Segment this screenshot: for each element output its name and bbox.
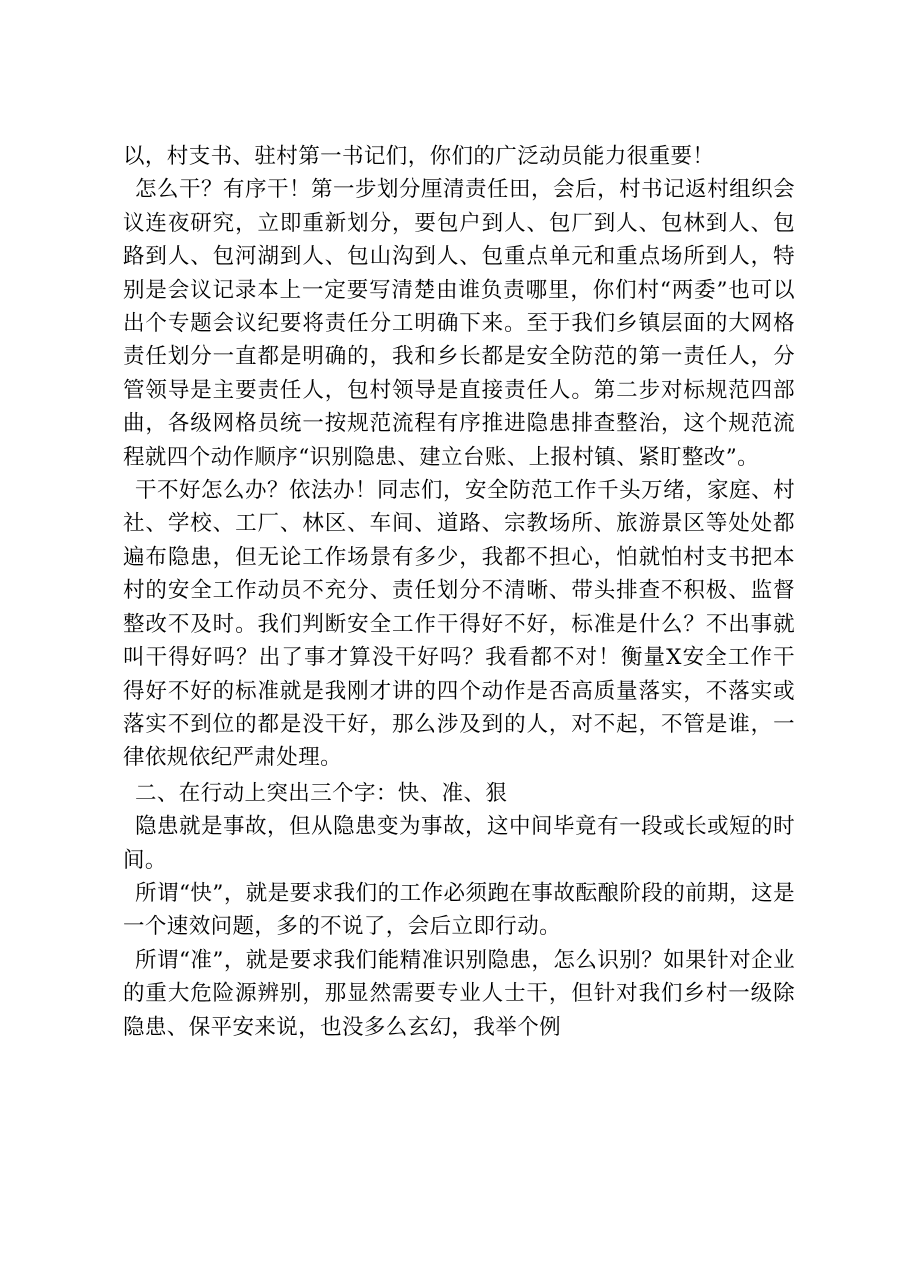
paragraph-accurate: 所谓“准”，就是要求我们能精准识别隐患，怎么识别？如果针对企业的重大危险源辨别，那显然需要专业人士干，但针对我们乡村一级除隐患、保平安来说，也没多么玄幻，我举个例	[123, 947, 795, 1040]
document-page	[123, 140, 795, 1044]
paragraph-continuation: 以，村支书、驻村第一书记们，你们的广泛动员能力很重要！	[123, 144, 715, 169]
paragraph-fast: 所谓“快”，就是要求我们的工作必须跑在事故酝酿阶段的前期，这是一个速效问题，多的不说了，会后立即行动。	[123, 880, 795, 940]
section-heading: 二、在行动上突出三个字：快、准、狠	[135, 780, 508, 806]
paragraph-if-not-done-well: 干不好怎么办？依法办！同志们，安全防范工作千头万绪，家庭、村社、学校、工厂、林区、车间、道路、宗教场所、旅游景区等处处都遍布隐患，但无论工作场景有多少，我都不担心，怕就怕村支书把本村的安全工作动员不充分、责任划分不清晰、带头排查不积极、监督整改不及时。我们判断安全工作干得好不好，标准是什么？不出事就叫干得好吗？出了事才算没干好吗？我看都不对！衡量X安全工作干得好不好的标准就是我刚才讲的四个动作是否高质量落实，不落实或落实不到位的都是没干好，那么涉及到的人，对不起，不管是谁，一律依规依纪严肃处理。	[123, 478, 795, 771]
paragraph-hazard-is-accident: 隐患就是事故，但从隐患变为事故，这中间毕竟有一段或长或短的时间。	[123, 814, 795, 873]
paragraph-how-to-do: 怎么干？有序干！第一步划分厘清责任田，会后，村书记返村组织会议连夜研究，立即重新划分，要包户到人、包厂到人、包林到人、包路到人、包河湖到人、包山沟到人、包重点单元和重点场所到人，特别是会议记录本上一定要写清楚由谁负责哪里，你们村“两委”也可以出个专题会议纪要将责任分工明确下来。至于我们乡镇层面的大网格责任划分一直都是明确的，我和乡长都是安全防范的第一责任人，分管领导是主要责任人，包村领导是直接责任人。第二步对标规范四部曲，各级网格员统一按规范流程有序推进隐患排查整治，这个规范流程就四个动作顺序“识别隐患、建立台账、上报村镇、紧盯整改”。	[123, 177, 795, 470]
